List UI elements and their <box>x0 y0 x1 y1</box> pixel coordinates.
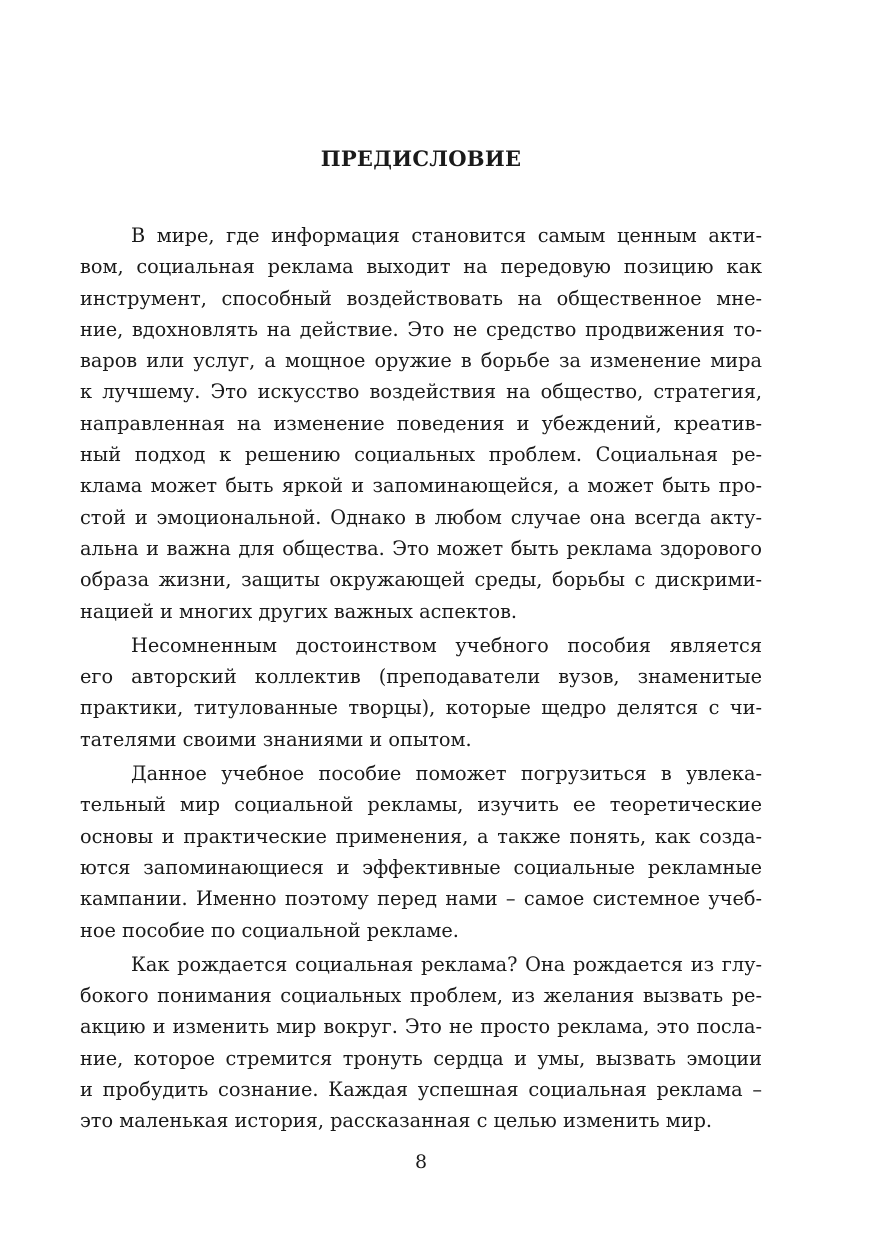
paragraph-2-line: практики, титулованные творцы), которые щедро делятся с чи- <box>80 696 762 720</box>
paragraph-1-line: стой и эмоциональной. Однако в любом случае она всегда акту- <box>80 505 762 529</box>
paragraph-3-line: Данное учебное пособие поможет погрузиться в увлека- <box>131 762 762 786</box>
paragraph-4-line: бокого понимания социальных проблем, из желания вызвать ре- <box>80 984 762 1008</box>
paragraph-1-line: вом, социальная реклама выходит на передовую позицию как <box>80 255 762 279</box>
paragraph-1-line: нацией и многих других важных аспектов. <box>80 599 518 623</box>
paragraph-2-line: тателями своими знаниями и опытом. <box>80 727 472 751</box>
paragraph-1-line: варов или услуг, а мощное оружие в борьбе за изменение мира <box>80 349 762 373</box>
paragraph-1-line: к лучшему. Это искусство воздействия на общество, стратегия, <box>80 380 762 404</box>
paragraph-3-line: основы и практические применения, а также понять, как созда- <box>80 824 762 848</box>
paragraph-1-line: ние, вдохновлять на действие. Это не средство продвижения то- <box>80 317 762 341</box>
paragraph-3-line: ное пособие по социальной рекламе. <box>80 918 459 942</box>
paragraph-4-line: и пробудить сознание. Каждая успешная социальная реклама – <box>80 1078 762 1102</box>
paragraph-4-line: Как рождается социальная реклама? Она рождается из глу- <box>131 952 762 976</box>
paragraph-3-line: кампании. Именно поэтому перед нами – самое системное учеб- <box>80 887 762 911</box>
paragraph-2-line: его авторский коллектив (преподаватели вузов, знаменитые <box>80 665 762 689</box>
paragraph-3-line: ются запоминающиеся и эффективные социальные рекламные <box>80 855 762 879</box>
paragraph-4-line: акцию и изменить мир вокруг. Это не просто реклама, это посла- <box>80 1015 762 1039</box>
paragraph-1-line: образа жизни, защиты окружающей среды, борьбы с дискрими- <box>80 568 762 592</box>
paragraph-1-line: В мире, где информация становится самым ценным акти- <box>131 224 762 247</box>
paragraph-2-line: Несомненным достоинством учебного пособия является <box>131 633 762 657</box>
page-number: 8 <box>414 1151 428 1173</box>
paragraph-3-line: тельный мир социальной рекламы, изучить ее теоретические <box>80 793 762 817</box>
paragraph-1-line: клама может быть яркой и запоминающейся, а может быть про- <box>80 474 762 498</box>
paragraph-1-line: направленная на изменение поведения и убеждений, креатив- <box>80 411 762 435</box>
body-text <box>80 220 762 1137</box>
paragraph-1-line: инструмент, способный воздействовать на общественное мне- <box>80 286 762 310</box>
page-title: ПРЕДИСЛОВИЕ <box>320 146 522 171</box>
paragraph-1-line: альна и важна для общества. Это может быть реклама здорового <box>80 536 762 560</box>
paragraph-4-line: ние, которое стремится тронуть сердца и умы, вызвать эмоции <box>80 1046 762 1070</box>
paragraph-4-line: это маленькая история, рассказанная с целью изменить мир. <box>80 1109 713 1133</box>
paragraph-1-line: ный подход к решению социальных проблем. Социальная ре- <box>80 443 762 467</box>
